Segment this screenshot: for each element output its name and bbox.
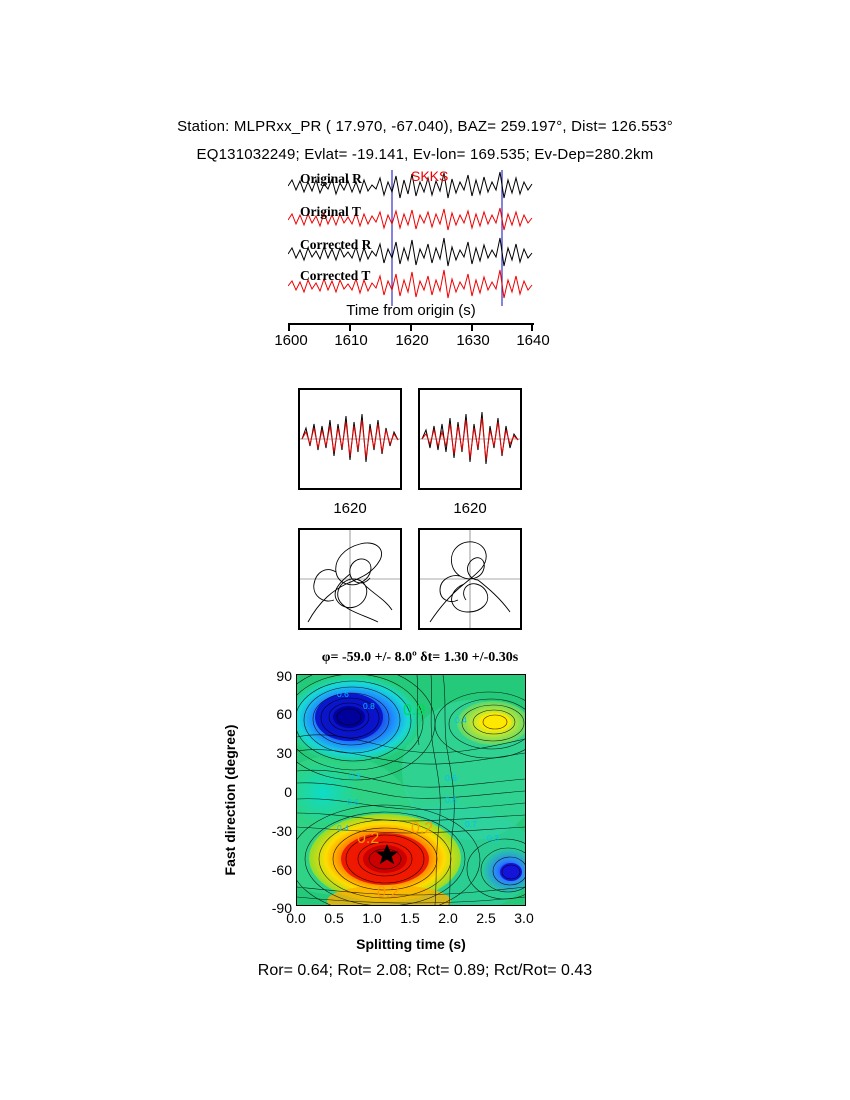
fast-slow-waveform-box-right (418, 388, 522, 490)
fast-slow-waveform-box-left (298, 388, 402, 490)
phase-marker-label: SKKS (411, 168, 449, 184)
contour-x-axis-label: Splitting time (s) (356, 936, 466, 952)
split-result-title: φ= -59.0 +/- 8.0º δt= 1.30 +/-0.30s (321, 650, 519, 665)
particle-motion-box-right (418, 528, 522, 630)
x-tick-0p5: 0.5 (324, 910, 344, 926)
x-tick-0p0: 0.0 (286, 910, 306, 926)
x-tick-1p5: 1.5 (400, 910, 420, 926)
contour-label-0p3: 0.3 (487, 833, 499, 843)
contour-label-0p2-c: 0.2 (377, 884, 400, 901)
contour-label-0p2-b: 0.2 (411, 820, 434, 837)
y-tick-m60: -60 (271, 862, 292, 878)
y-tick-0: 0 (284, 784, 292, 800)
y-tick-30: 30 (276, 745, 292, 761)
error-surface-contour-plot (296, 674, 526, 906)
x-tick-2p5: 2.5 (476, 910, 496, 926)
time-axis-title: Time from origin (s) (346, 302, 476, 319)
time-tick-1600: 1600 (274, 332, 308, 349)
contour-label-0p4-a: 0.4 (455, 715, 467, 725)
contour-label-0p6-c: 0.6 (445, 773, 457, 783)
trace-label-corrected-t: Corrected T (300, 268, 371, 283)
time-tick-1620: 1620 (395, 332, 429, 349)
contour-label-0p6-d: 0.6 (445, 795, 457, 805)
mini-wave-label-right: 1620 (453, 500, 487, 517)
contour-x-ticklabels (266, 910, 558, 930)
y-tick-m30: -30 (271, 823, 292, 839)
contour-label-0p9: 0.9 (403, 702, 426, 719)
time-axis (288, 320, 534, 328)
contour-y-ticklabels (248, 668, 292, 916)
trace-label-original-r: Original R (300, 171, 362, 186)
y-tick-60: 60 (276, 706, 292, 722)
contour-label-0p6-a: 0.6 (337, 689, 349, 699)
time-tick-1630: 1630 (456, 332, 490, 349)
contour-label-0p6-b: 0.6 (347, 797, 359, 807)
trace-label-corrected-r: Corrected R (300, 237, 372, 252)
x-tick-3p0: 3.0 (514, 910, 534, 926)
contour-label-0p8-b: 0.8 (349, 771, 361, 781)
contour-y-axis-label: Fast direction (degree) (222, 724, 238, 876)
y-tick-90: 90 (276, 668, 292, 684)
x-tick-1p0: 1.0 (362, 910, 382, 926)
trace-label-original-t: Original T (300, 204, 361, 219)
contour-label-0p2-a: 0.2 (357, 830, 380, 847)
particle-motion-box-left (298, 528, 402, 630)
station-info-line: Station: MLPRxx_PR ( 17.970, -67.040), BAZ= 259.197°, Dist= 126.553° (177, 118, 673, 135)
contour-label-0p4-b: 0.4 (337, 823, 349, 833)
quality-metrics-line: Ror= 0.64; Rot= 2.08; Rct= 0.89; Rct/Rot= 0.43 (257, 962, 593, 979)
contour-label-0p7: 0.7 (465, 819, 477, 829)
event-info-line: EQ131032249; Evlat= -19.141, Ev-lon= 169.535; Ev-Dep=280.2km (196, 146, 654, 163)
mini-wave-label-left: 1620 (333, 500, 367, 517)
y-tick-m90: -90 (271, 900, 292, 916)
time-tick-1640: 1640 (516, 332, 550, 349)
time-tick-1610: 1610 (334, 332, 368, 349)
x-tick-2p0: 2.0 (438, 910, 458, 926)
contour-label-0p8-a: 0.8 (363, 701, 375, 711)
